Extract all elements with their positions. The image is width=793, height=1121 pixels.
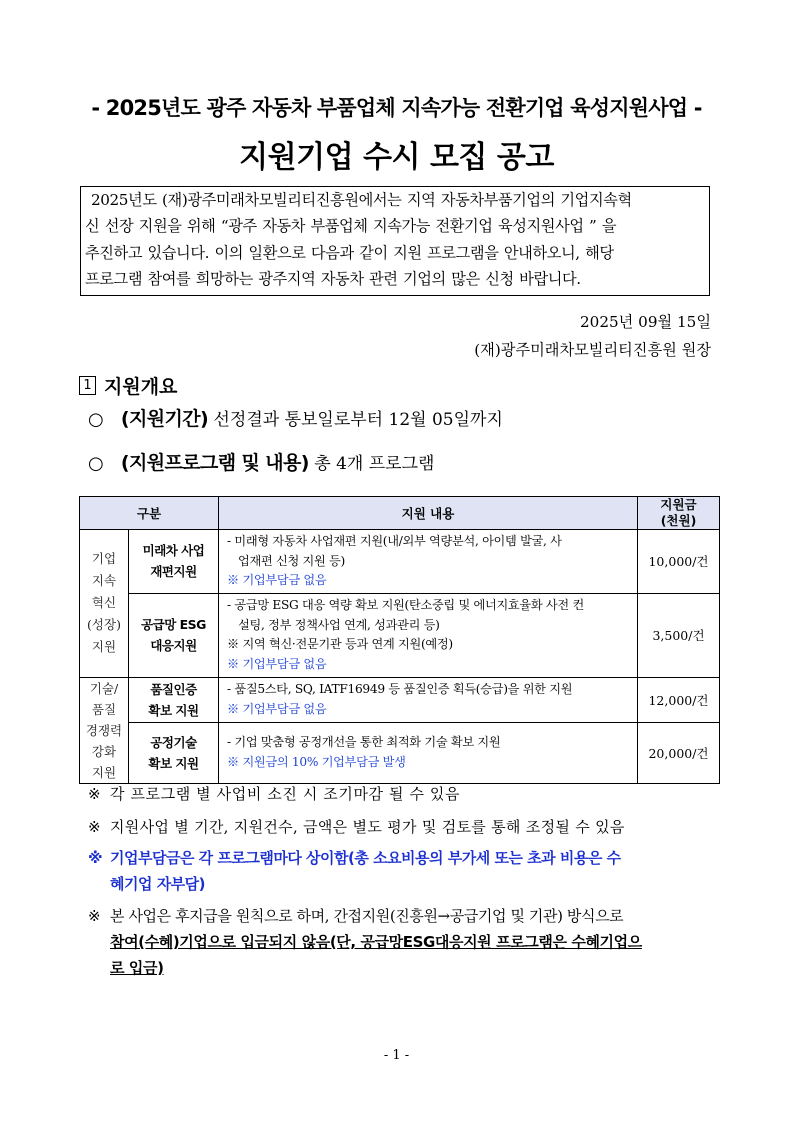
intro-box (80, 186, 710, 296)
program-line: 미래차 사업 (142, 543, 205, 559)
intro-line: 프로그램 참여를 희망하는 광주지역 자동차 관련 기업의 많은 신청 바랍니다. (85, 270, 581, 289)
content-line: - 미래형 자동차 사업재편 지원(내/외부 역량분석, 아이템 발굴, 사 (227, 534, 562, 548)
program-line: 공정기술 (150, 734, 197, 750)
header-content: 지원 내용 (219, 497, 638, 530)
group-line: 혁신 (91, 595, 117, 611)
table-row (80, 593, 720, 677)
note-payment (88, 903, 728, 981)
issuer-name: (재)광주미래차모빌리티진흥원 원장 (474, 341, 711, 359)
group-cell (80, 530, 129, 678)
program-line: 재편지원 (150, 564, 197, 580)
program-content (219, 722, 638, 783)
header-amount-line: (천원) (660, 513, 697, 528)
bullet-label: (지원프로그램 및 내용) (120, 452, 309, 474)
announcement-date: 2025년 09월 15일 (580, 313, 711, 331)
group-line: 강화 (91, 743, 117, 759)
group-line: 지원 (91, 639, 117, 655)
table-header-row (80, 497, 720, 530)
content-note: ※ 기업부담금 없음 (227, 656, 327, 671)
page-number: - 1 - (383, 1048, 410, 1063)
note-text: 혜기업 자부담) (110, 875, 206, 893)
program-name (129, 722, 219, 783)
bullet-marker: ○ (88, 409, 104, 430)
program-amount: 20,000/건 (638, 722, 720, 783)
intro-line: 추진하고 있습니다. 이의 일환으로 다음과 같이 지원 프로그램을 안내하오니, 해당 (85, 243, 614, 262)
group-line: 지속 (91, 573, 117, 589)
table-row (80, 530, 720, 594)
header-category: 구분 (80, 497, 219, 530)
content-line: 설팅, 정부 정책사업 연계, 성과관리 등) (238, 617, 440, 632)
group-line: 품질 (91, 701, 117, 717)
program-amount: 10,000/건 (638, 530, 720, 594)
bullet-marker: ○ (88, 453, 104, 474)
content-line: 업재편 신청 지원 등) (238, 553, 345, 568)
table-row (80, 677, 720, 722)
note-text: 기업부담금은 각 프로그램마다 상이함(총 소요비용의 부가세 또는 초과 비용은 수 (110, 849, 621, 867)
intro-line: 신 선장 지원을 위해 “광주 자동차 부품업체 지속가능 전환기업 육성지원사업 ” 을 (85, 217, 617, 236)
note-marker: ※ (88, 849, 103, 867)
bullet-text: 선정결과 통보일로부터 12월 05일까지 (208, 410, 503, 430)
section-number-box: 1 (79, 376, 96, 395)
content-note: ※ 기업부담금 없음 (227, 701, 327, 716)
program-name (129, 677, 219, 722)
table-row (80, 722, 720, 783)
note-marker: ※ (88, 818, 101, 836)
content-note: ※ 지원금의 10% 기업부담금 발생 (227, 754, 406, 769)
note-marker: ※ (88, 785, 101, 803)
note-adjustment (88, 816, 728, 837)
content-line: - 공급망 ESG 대응 역량 확보 지원(탄소중립 및 에너지효율화 사전 컨 (227, 598, 584, 612)
note-text: 본 사업은 후지급을 원칙으로 하며, 간접지원(진흥원→공급기업 및 기관) 방식으로 (110, 907, 624, 925)
program-amount: 12,000/건 (638, 677, 720, 722)
group-line: 지원 (91, 764, 117, 780)
note-company-share (88, 845, 728, 897)
group-cell (80, 677, 129, 783)
document-title: 지원기업 수시 모집 공고 (239, 140, 554, 175)
bullet-label: (지원기간) (120, 408, 209, 430)
group-line: 기술/ (89, 680, 119, 696)
header-amount (638, 497, 720, 530)
note-marker: ※ (88, 907, 101, 925)
program-line: 품질인증 (150, 681, 197, 697)
program-line: 확보 지원 (148, 702, 199, 718)
program-table (79, 496, 720, 784)
document-subtitle: - 2025년도 광주 자동차 부품업체 지속가능 전환기업 육성지원사업 - (91, 96, 702, 120)
content-line: - 품질5스타, SQ, IATF16949 등 품질인증 획득(승급)을 위한 지원 (227, 682, 573, 697)
program-content (219, 677, 638, 722)
note-text: 지원사업 별 기간, 지원건수, 금액은 별도 평가 및 검토를 통해 조정될 수 있음 (110, 818, 625, 836)
header-amount-line: 지원금 (660, 497, 697, 512)
intro-line: 2025년도 (재)광주미래차모빌리티진흥원에서는 지역 자동차부품기업의 기업지속혁 (91, 191, 632, 209)
program-line: 확보 지원 (148, 755, 199, 771)
content-line: - 기업 맞춤형 공정개선을 통한 최적화 기술 확보 지원 (227, 735, 501, 750)
bullet-text: 총 4개 프로그램 (308, 454, 435, 474)
program-content (219, 530, 638, 594)
group-line: 기업 (91, 551, 117, 567)
program-amount: 3,500/건 (638, 593, 720, 677)
program-name (129, 593, 219, 677)
group-line: (성장) (87, 617, 121, 633)
section-title: 지원개요 (104, 376, 178, 398)
program-content (219, 593, 638, 677)
program-line: 대응지원 (150, 638, 197, 653)
bullet-support-period (88, 404, 503, 431)
group-line: 경쟁력 (85, 722, 123, 738)
bullet-support-programs (88, 448, 434, 475)
note-text-emphasis: 로 입금) (110, 959, 164, 977)
program-line: 공급망 ESG (141, 617, 206, 632)
program-name (129, 530, 219, 594)
note-early-close (88, 783, 728, 804)
content-line: ※ 지역 혁신·전문기관 등과 연계 지원(예정) (227, 637, 453, 651)
note-text-emphasis: 참여(수혜)기업으로 입금되지 않음(단, 공급망ESG대응지원 프로그램은 수혜기업으 (110, 933, 642, 951)
note-text: 각 프로그램 별 사업비 소진 시 조기마감 될 수 있음 (110, 785, 461, 803)
content-note: ※ 기업부담금 없음 (227, 573, 327, 587)
